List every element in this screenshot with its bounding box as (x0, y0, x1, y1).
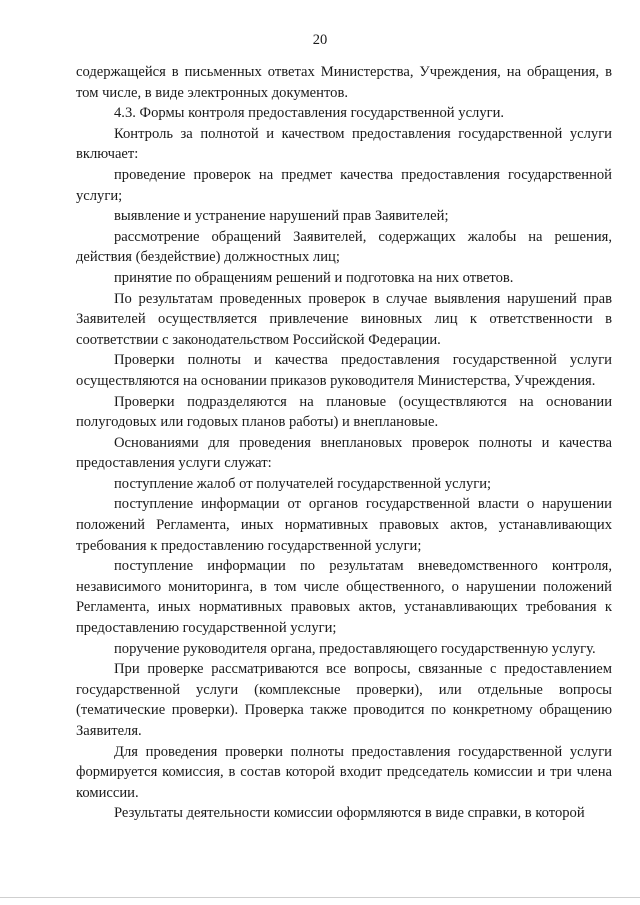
paragraph: Контроль за полнотой и качеством предоставления государственной услуги включает: (76, 125, 612, 163)
paragraph: При проверке рассматриваются все вопросы, связанные с предоставлением государственной услуги (комплексные проверки), или отдельные вопросы (тематические проверки). Проверка также проводится по конкретному обращению Заявителя. (76, 661, 612, 739)
paragraph: Проверки полноты и качества предоставления государственной услуги осуществляются на основании приказов руководителя Министерства, Учреждения. (76, 352, 612, 389)
list-item: поручение руководителя органа, предоставляющего государственную услугу. (114, 640, 596, 657)
list-item: рассмотрение обращений Заявителей, содержащих жалобы на решения, действия (бездействие) должностных лиц; (76, 228, 612, 266)
list-item: поступление информации по результатам вневедомственного контроля, независимого мониторинга, в том числе общественного, о нарушении положений Регламента, иных нормативных правовых актов, устанавливающих требования к предоставлению государственной услуги; (76, 558, 612, 637)
list-item: поступление жалоб от получателей государственной услуги; (114, 475, 492, 492)
paragraph: содержащейся в письменных ответах Министерства, Учреждения, на обращения, в том числе, в виде электронных документов. (76, 64, 612, 101)
page-number: 20 (312, 32, 328, 48)
paragraph: Основаниями для проведения внеплановых проверок полноты и качества предоставления услуги служат: (76, 434, 612, 472)
paragraph: Проверки подразделяются на плановые (осуществляются на основании полугодовых или годовых планов работы) и внеплановые. (76, 393, 612, 431)
list-item: поступление информации от органов государственной власти о нарушении положений Регламента, иных нормативных правовых актов, устанавливающих требования к предоставлению государственной услуги; (76, 496, 612, 554)
paragraph: Для проведения проверки полноты предоставления государственной услуги формируется комиссия, в состав которой входит председатель комиссии и три члена комиссии. (76, 743, 612, 801)
section-heading: 4.3. Формы контроля предоставления государственной услуги. (114, 105, 505, 122)
footer-divider (0, 897, 640, 898)
paragraph: Результаты деятельности комиссии оформляются в виде справки, в которой (114, 805, 585, 822)
list-item: проведение проверок на предмет качества предоставления государственной услуги; (76, 166, 612, 204)
document-body (76, 62, 612, 824)
list-item: выявление и устранение нарушений прав Заявителей; (114, 208, 449, 225)
paragraph: По результатам проведенных проверок в случае выявления нарушений прав Заявителей осуществляется привлечение виновных лиц к ответственности в соответствии с законодательством Российской Федерации. (76, 290, 612, 348)
list-item: принятие по обращениям решений и подготовка на них ответов. (114, 269, 514, 286)
